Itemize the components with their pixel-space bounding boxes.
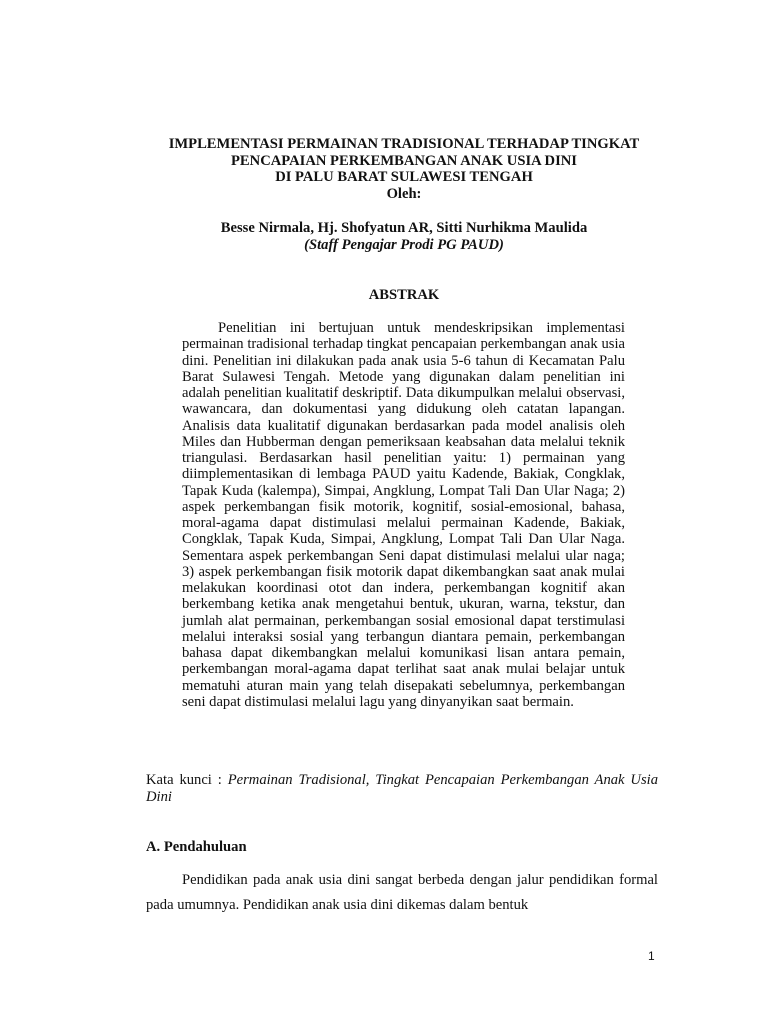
author-affiliation: (Staff Pengajar Prodi PG PAUD)	[304, 236, 504, 253]
paper-title	[100, 136, 708, 202]
author-block	[100, 220, 708, 253]
abstract-heading: ABSTRAK	[368, 287, 440, 303]
keywords	[146, 772, 658, 805]
title-line-3: DI PALU BARAT SULAWESI TENGAH	[275, 169, 533, 185]
section-heading: A. Pendahuluan	[146, 839, 247, 855]
section-text: Pendidikan pada anak usia dini sangat berbeda dengan jalur pendidikan formal pada umumnya. Pendidikan anak usia dini dikemas dalam bentuk	[146, 872, 658, 913]
title-line-2: PENCAPAIAN PERKEMBANGAN ANAK USIA DINI	[231, 152, 577, 169]
keywords-text: Permainan Tradisional, Tingkat Pencapaian Perkembangan Anak Usia Dini	[146, 772, 658, 805]
abstract-text: Penelitian ini bertujuan untuk mendeskripsikan implementasi permainan tradisional terhadap tingkat pencapaian perkembangan anak usia dini. Penelitian ini dilakukan pada anak usia 5-6 tahun di Kecamatan Palu Barat Sulawesi Tengah. Metode yang digunakan dalam penelitian ini adalah penelitian kualitatif deskriptif. Data dikumpulkan melalui observasi, wawancara, dan dokumentasi yang didukung oleh catatan lapangan. Analisis data kualitatif digunakan berdasarkan pada model analisis oleh Miles dan Hubberman dengan pemeriksaan keabsahan data melalui teknik triangulasi. Berdasarkan hasil penelitian yaitu: 1) permainan yang diimplementasikan di lembaga PAUD yaitu Kadende, Bakiak, Congklak, Tapak Kuda (kalempa), Simpai, Angklung, Lompat Tali Dan Ular Naga; 2) aspek perkembangan fisik motorik, kognitif, sosial-emosional, bahasa, moral-agama dapat distimulasi melalui permainan Kadende, Bakiak, Congklak, Tapak Kuda, Simpai, Angklung, Lompat Tali Dan Ular Naga. Sementara aspek perkembangan Seni dapat distimulasi melalui ular naga; 3) aspek perkembangan fisik motorik dapat dikembangkan saat anak mulai melakukan koordinasi otot dan indera, perkembangan kognitif akan berkembang ketika anak mengetahui bentuk, ukuran, warna, tekstur, dan jumlah alat permainan, perkembangan sosial emosional dapat terstimulasi melalui interaksi sosial yang terbangun diantara pemain, perkembangan bahasa dapat dikembangkan melalui komunikasi lisan antara pemain, perkembangan moral-agama dapat terlihat saat anak mulai belajar untuk mematuhi aturan main yang telah disepakati sebelumnya, perkembangan seni dapat distimulasi melalui lagu yang dinyanyikan saat bermain.	[182, 320, 625, 710]
keywords-label: Kata kunci :	[146, 772, 228, 788]
page-number: 1	[648, 949, 655, 963]
author-names: Besse Nirmala, Hj. Shofyatun AR, Sitti Nurhikma Maulida	[220, 220, 588, 236]
title-line-1: IMPLEMENTASI PERMAINAN TRADISIONAL TERHADAP TINGKAT	[168, 136, 640, 152]
title-oleh: Oleh:	[386, 185, 422, 202]
